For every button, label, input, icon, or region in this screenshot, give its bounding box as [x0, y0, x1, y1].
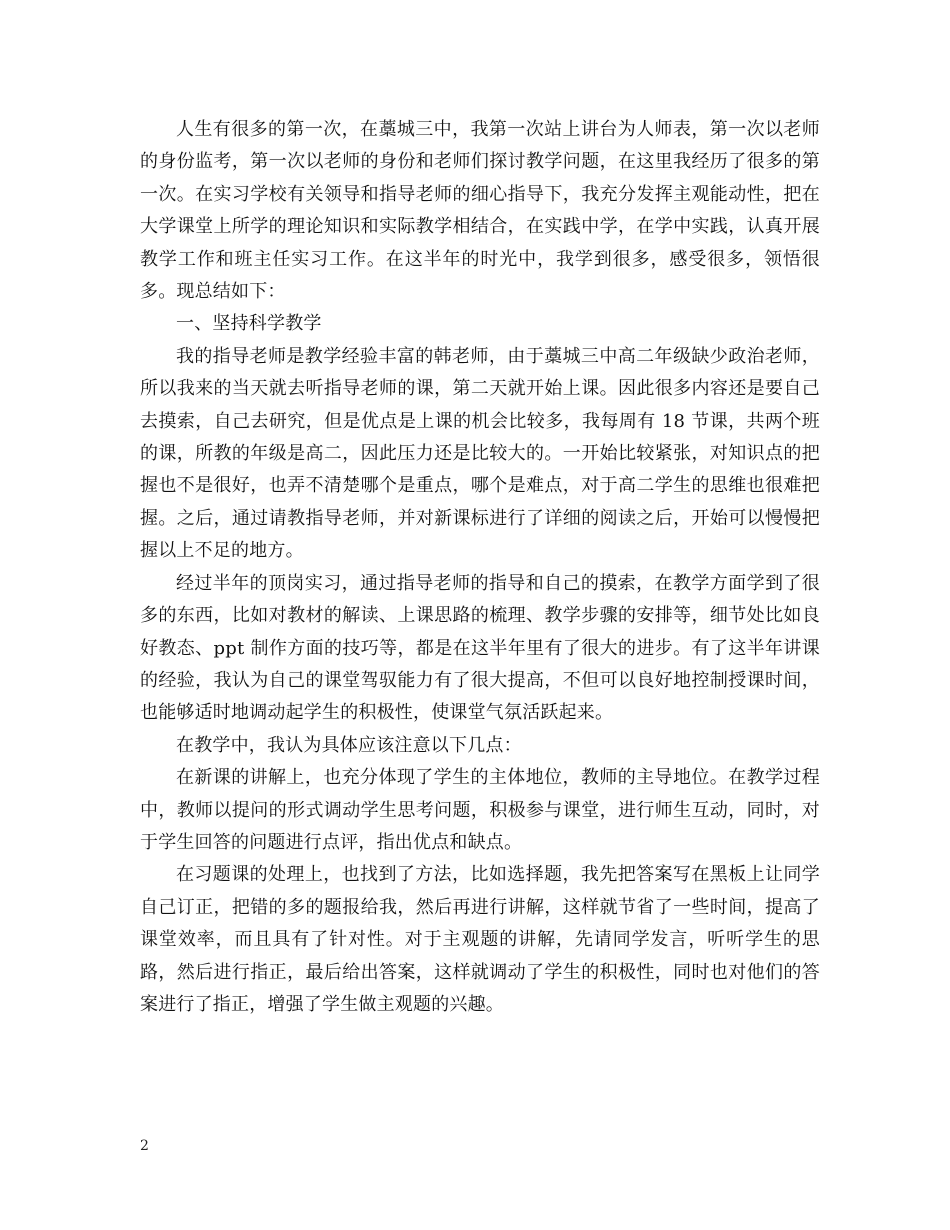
document-body [140, 114, 820, 1021]
paragraph-mentor: 我的指导老师是教学经验丰富的韩老师，由于藁城三中高二年级缺少政治老师，所以我来的当天就去听指导老师的课，第二天就开始上课。因此很多内容还是要自己去摸索，自己去研究，但是优点是上课的机会比较多，我每周有 18 节课，共两个班的课，所教的年级是高二，因此压力还是比较大的。一开始比较紧张，对知识点的把握也不是很好，也弄不清楚哪个是重点，哪个是难点，对于高二学生的思维也很难把握。之后，通过请教指导老师，并对新课标进行了详细的阅读之后，开始可以慢慢把握以上不足的地方。 [140, 345, 820, 562]
paragraph-new-lessons: 在新课的讲解上，也充分体现了学生的主体地位，教师的主导地位。在教学过程中，教师以提问的形式调动学生思考问题，积极参与课堂，进行师生互动，同时，对于学生回答的问题进行点评，指出优点和缺点。 [140, 767, 820, 853]
paragraph-progress: 经过半年的顶岗实习，通过指导老师的指导和自己的摸索，在教学方面学到了很多的东西，比如对教材的解读、上课思路的梳理、教学步骤的安排等，细节处比如良好教态、ppt 制作方面的技巧等，都是在这半年里有了很大的进步。有了这半年讲课的经验，我认为自己的课堂驾驭能力有了很大提高，不但可以良好地控制授课时间，也能够适时地调动起学生的积极性，使课堂气氛活跃起来。 [140, 572, 820, 724]
paragraph-exercises: 在习题课的处理上，也找到了方法，比如选择题，我先把答案写在黑板上让同学自己订正，把错的多的题报给我，然后再进行讲解，这样就节省了一些时间，提高了课堂效率，而且具有了针对性。对于主观题的讲解，先请同学发言，听听学生的思路，然后进行指正，最后给出答案，这样就调动了学生的积极性，同时也对他们的答案进行了指正，增强了学生做主观题的兴趣。 [140, 864, 820, 1015]
page-number: 2 [140, 1138, 149, 1154]
paragraph-intro: 人生有很多的第一次，在藁城三中，我第一次站上讲台为人师表，第一次以老师的身份监考，第一次以老师的身份和老师们探讨教学问题，在这里我经历了很多的第一次。在实习学校有关领导和指导老师的细心指导下，我充分发挥主观能动性，把在大学课堂上所学的理论知识和实际教学相结合，在实践中学，在学中实践，认真开展教学工作和班主任实习工作。在这半年的时光中，我学到很多，感受很多，领悟很多。现总结如下： [140, 119, 820, 303]
paragraph-points-intro: 在教学中，我认为具体应该注意以下几点： [176, 734, 522, 756]
section-heading-1: 一、坚持科学教学 [176, 313, 322, 335]
